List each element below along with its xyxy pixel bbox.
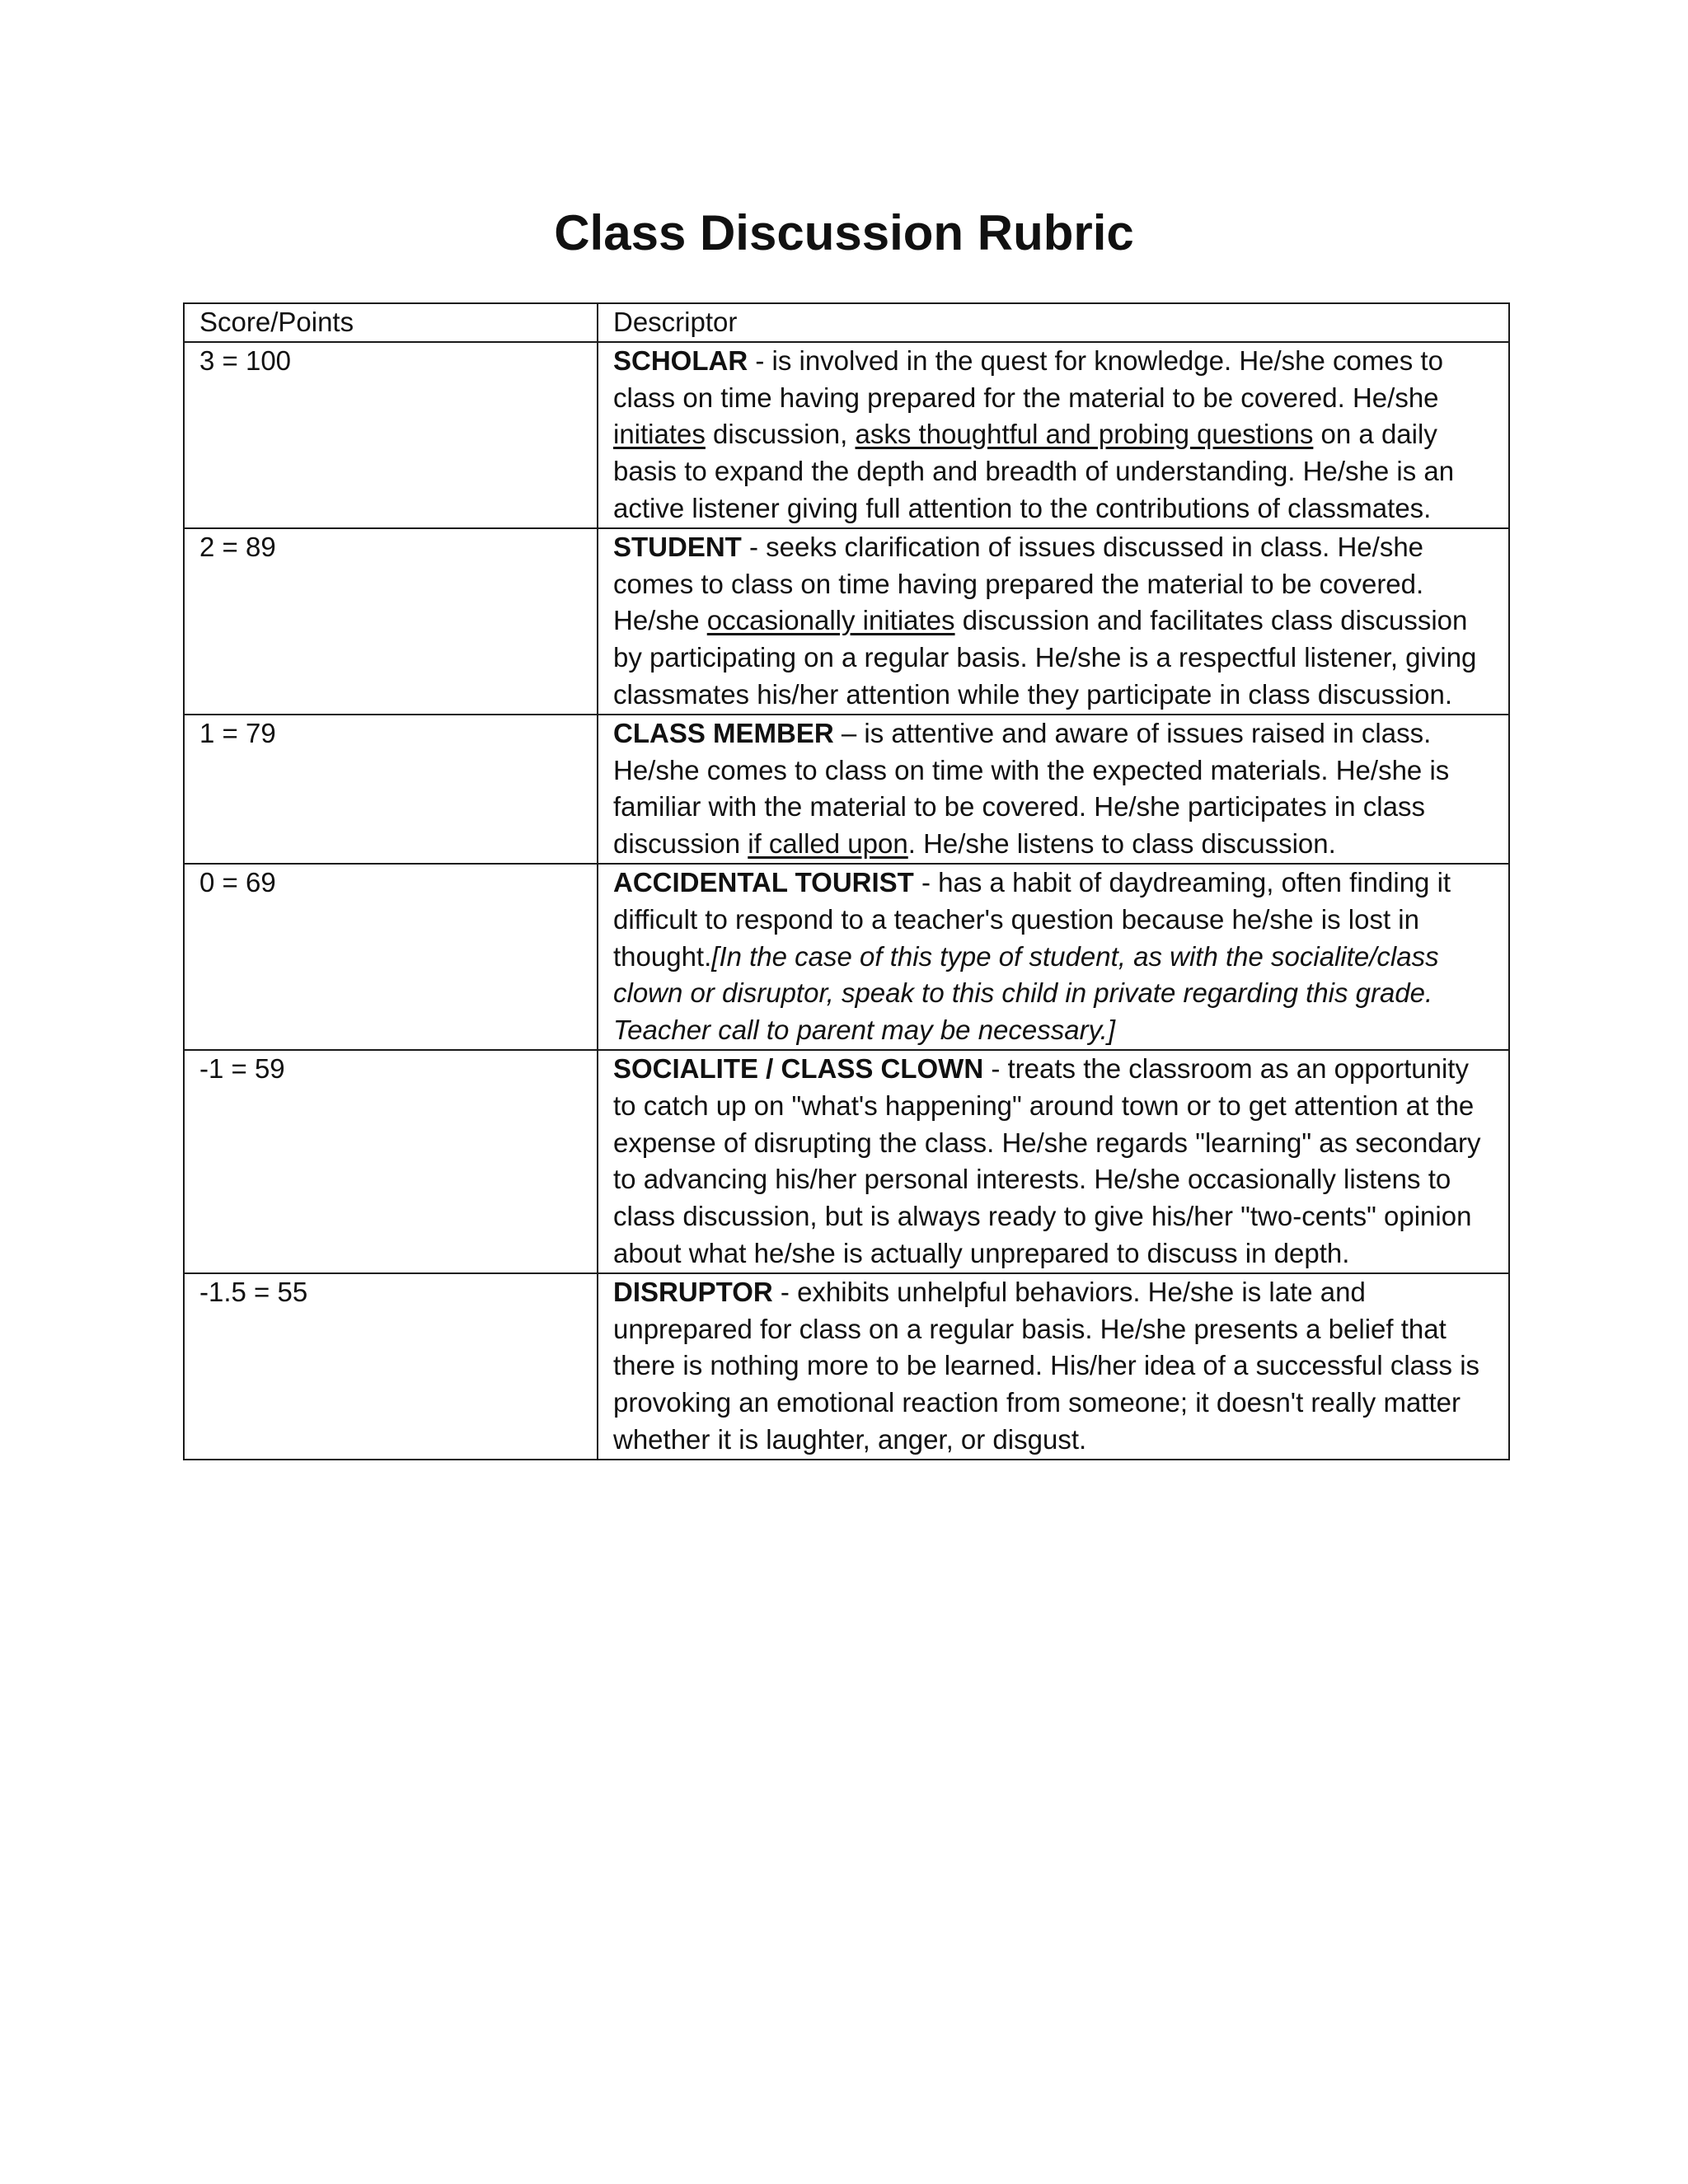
underlined-text: initiates (613, 419, 706, 450)
level-name: ACCIDENTAL TOURIST (613, 866, 914, 898)
separator: – (833, 717, 865, 748)
level-name: SCHOLAR (613, 344, 748, 376)
score-cell: 2 = 89 (184, 528, 598, 715)
level-name: SOCIALITE / CLASS CLOWN (613, 1052, 984, 1084)
descriptor-cell (598, 715, 1509, 864)
level-name: DISRUPTOR (613, 1276, 773, 1307)
descriptor-text: has a habit of daydreaming, often finding it difficult to respond to a teacher's question because he/she is lost in thought. (613, 866, 1451, 972)
score-cell: -1 = 59 (184, 1050, 598, 1273)
teacher-note: [In the case of this type of student, as with the socialite/class clown or disruptor, speak to this child in private regarding this grade. Teacher call to parent may be necessary.] (613, 940, 1439, 1046)
page-title: Class Discussion Rubric (554, 205, 1134, 260)
descriptor-cell (598, 1050, 1509, 1273)
descriptor-text: discussion, (705, 419, 856, 450)
table-header-row (184, 303, 1509, 342)
descriptor-cell (598, 1273, 1509, 1460)
descriptor-text: . He/she listens to class discussion. (907, 828, 1336, 860)
separator: - (772, 1276, 798, 1307)
header-score-points: Score/Points (184, 303, 598, 342)
table-row-class-member (184, 715, 1509, 864)
score-cell: -1.5 = 55 (184, 1273, 598, 1460)
table-row-socialite-class-clown (184, 1050, 1509, 1273)
descriptor-cell (598, 528, 1509, 715)
score-cell: 0 = 69 (184, 864, 598, 1050)
underlined-text: occasionally initiates (706, 605, 955, 636)
descriptor-cell (598, 864, 1509, 1050)
level-name: STUDENT (613, 531, 742, 562)
rubric-table (183, 302, 1510, 1460)
table-row-student (184, 528, 1509, 715)
underlined-text: asks thoughtful and probing questions (855, 419, 1314, 450)
separator: - (913, 866, 939, 898)
table-row-accidental-tourist (184, 864, 1509, 1050)
separator: - (741, 531, 767, 562)
underlined-text: if called upon (748, 828, 908, 860)
table-row-scholar (184, 342, 1509, 528)
separator: - (983, 1052, 1008, 1084)
descriptor-text: seeks clarification of issues discussed in class. He/she comes to class on time having prepared the material to be covered. He/she (613, 531, 1424, 636)
descriptor-text: exhibits unhelpful behaviors. He/she is late and unprepared for class on a regular basis. He/she presents a belief that there is nothing more to be learned. His/her idea of a successful class is provoking an emotional reaction from someone; it doesn't really matter whether it is laughter, anger, or disgust. (613, 1276, 1480, 1455)
descriptor-text: on a daily basis to expand the depth and breadth of understanding. He/she is an active listener giving full attention to the contributions of classmates. (613, 419, 1455, 523)
descriptor-cell (598, 342, 1509, 528)
header-descriptor: Descriptor (598, 303, 1509, 342)
level-name: CLASS MEMBER (613, 717, 834, 748)
table-row-disruptor (184, 1273, 1509, 1460)
descriptor-text: discussion and facilitates class discussion by participating on a regular basis. He/she is a respectful listener, giving classmates his/her attention while they participate in class discussion. (613, 605, 1477, 710)
score-cell: 1 = 79 (184, 715, 598, 864)
descriptor-text: is involved in the quest for knowledge. He/she comes to class on time having prepared for the material to be covered. He/she (613, 344, 1443, 413)
separator: - (748, 344, 772, 376)
descriptor-text: is attentive and aware of issues raised in class. He/she comes to class on time with the expected materials. He/she is familiar with the material to be covered. He/she participates in class discussion (613, 717, 1450, 860)
descriptor-text: treats the classroom as an opportunity to catch up on "what's happening" around town or to get attention at the expense of disrupting the class. He/she regards "learning" as secondary to advancing his/her personal interests. He/she occasionally listens to class discussion, but is always ready to give his/her "two-cents" opinion about what he/she is actually unprepared to discuss in depth. (613, 1052, 1481, 1268)
score-cell: 3 = 100 (184, 342, 598, 528)
